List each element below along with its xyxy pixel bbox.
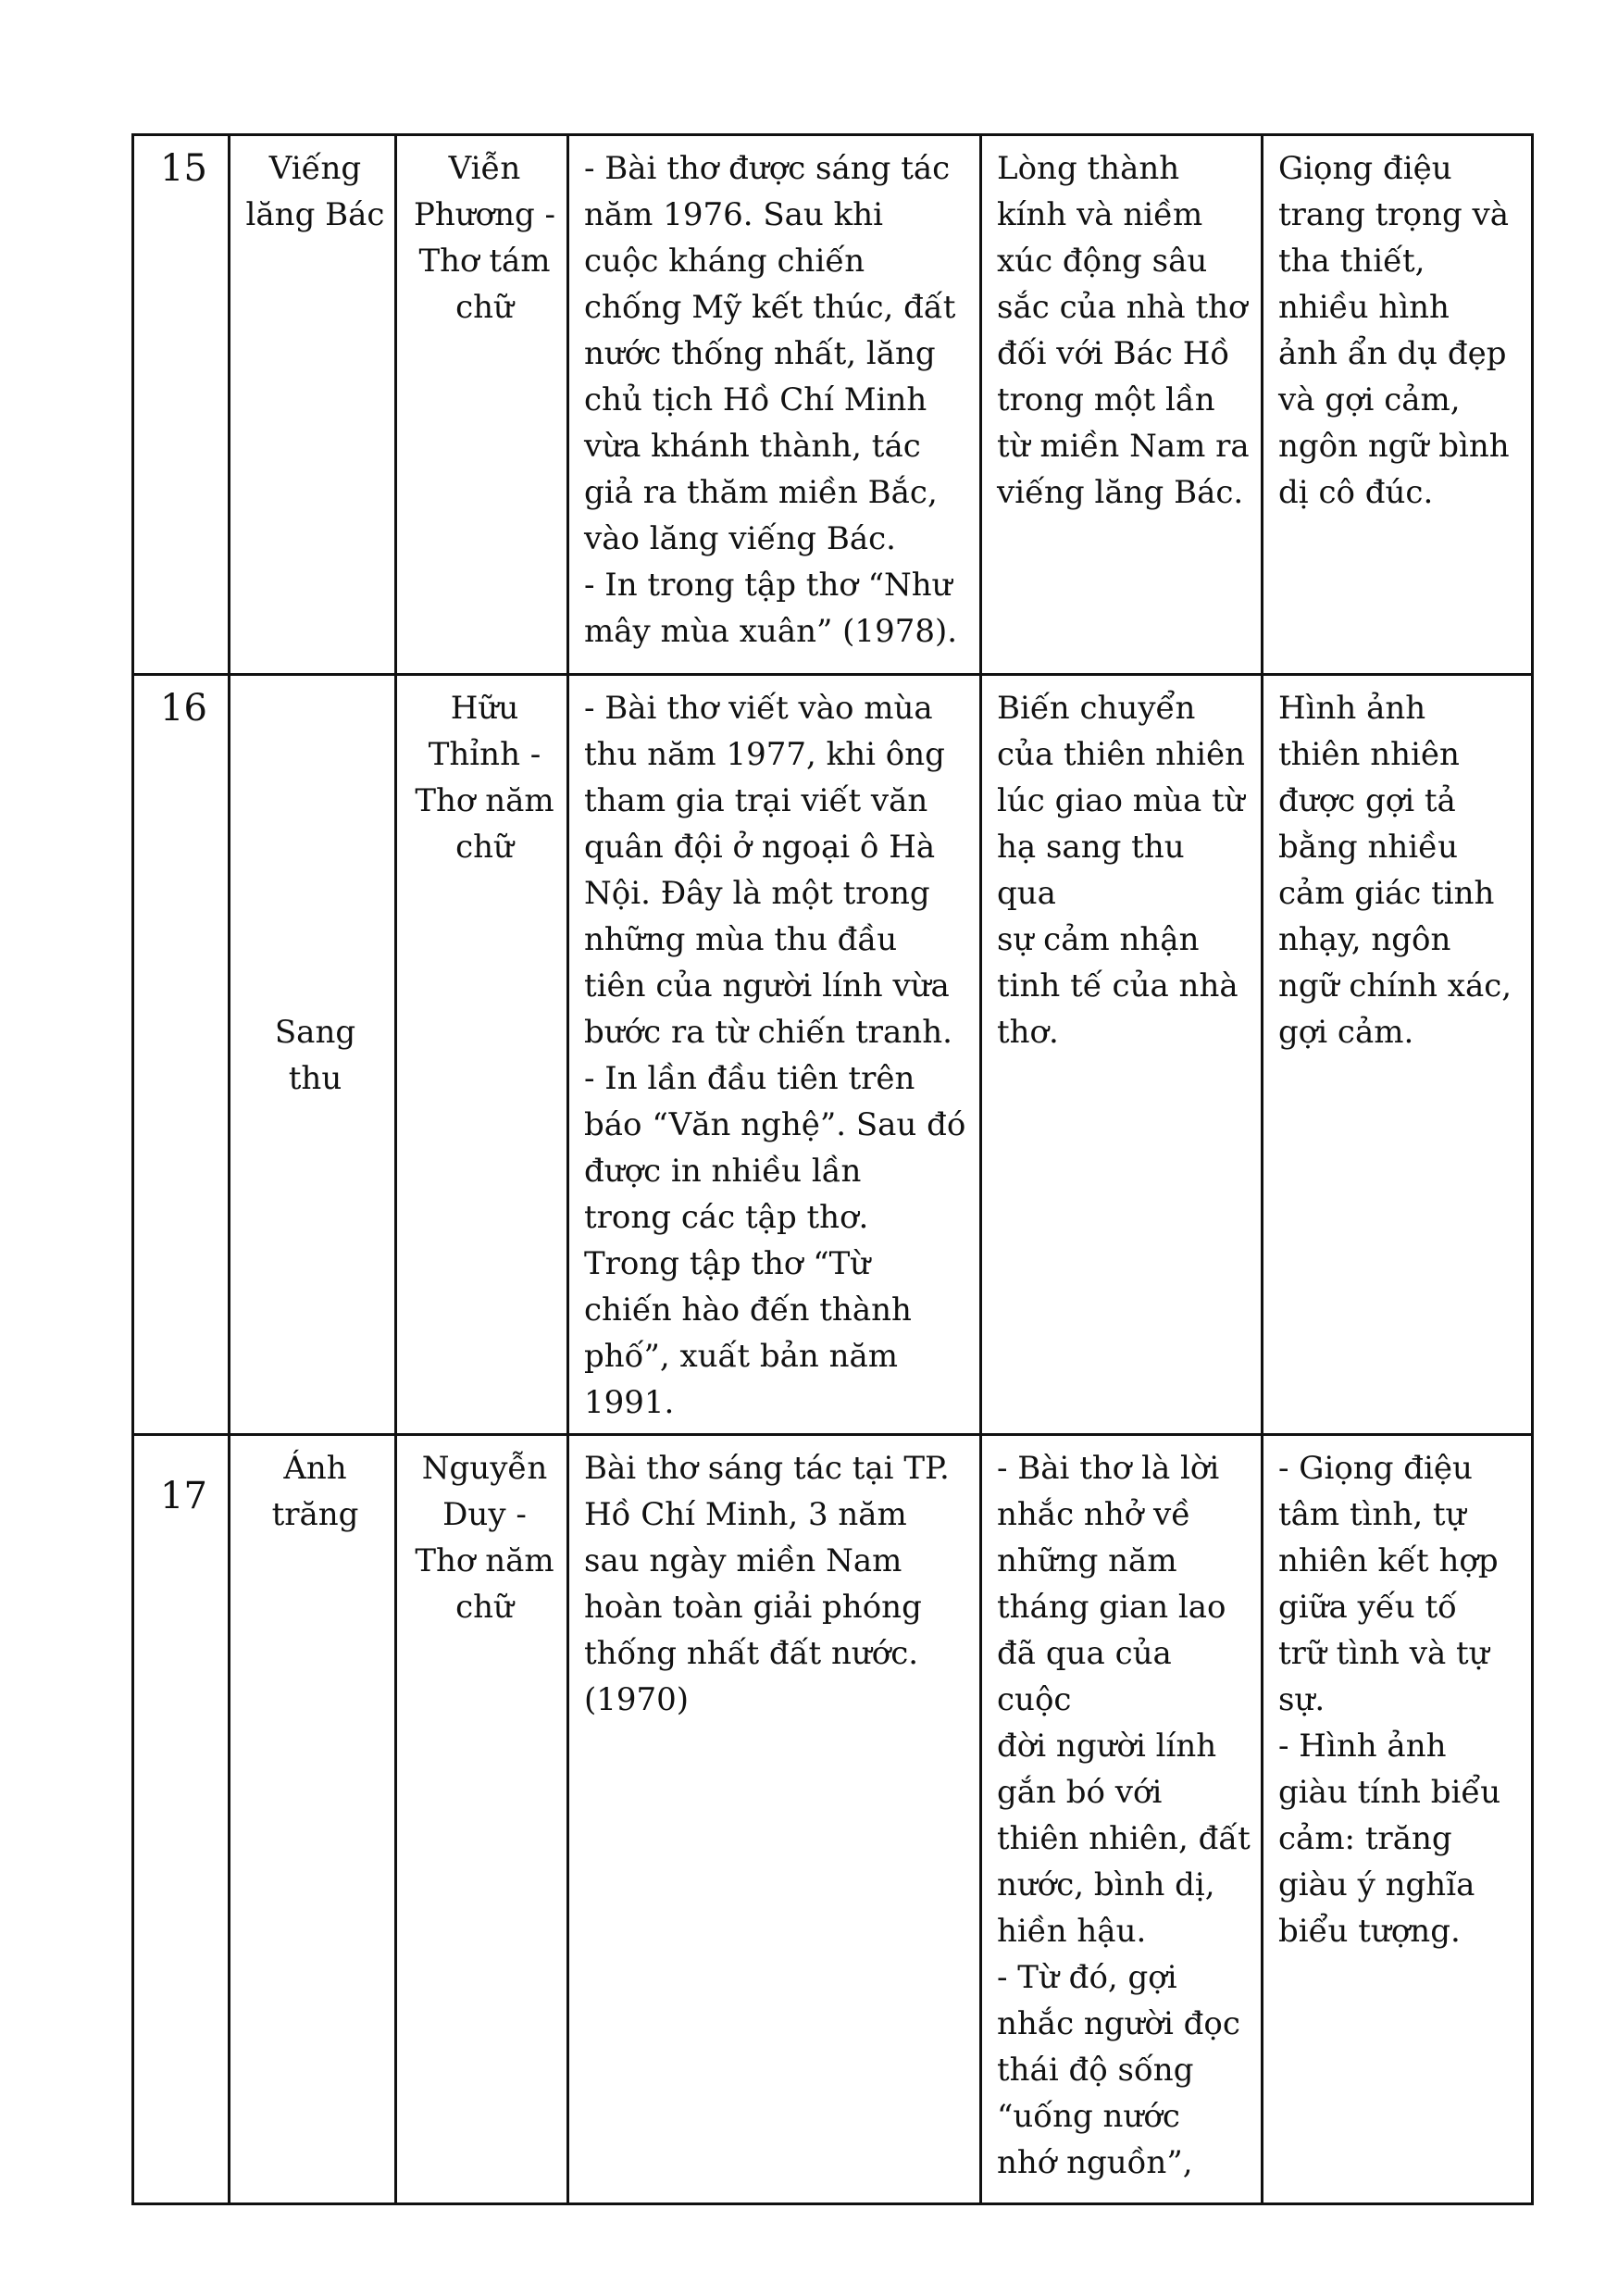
work-title bbox=[230, 675, 396, 1435]
cell-text-line: sự cảm nhận bbox=[997, 921, 1200, 958]
composition-context bbox=[568, 1435, 981, 2204]
cell-text-line: nhắc nhở về bbox=[997, 1496, 1191, 1533]
cell-text-line: - Từ đó, gợi bbox=[997, 1959, 1177, 1996]
cell-text-line: cuộc kháng chiến bbox=[584, 243, 865, 280]
cell-text-line: Viếng bbox=[268, 150, 362, 187]
cell-text-line: Hữu bbox=[450, 690, 519, 727]
cell-text-line: thiên nhiên, đất bbox=[997, 1820, 1251, 1857]
cell-text-line: viếng lăng Bác. bbox=[997, 474, 1244, 511]
cell-text-line: Thơ tám bbox=[418, 243, 551, 280]
cell-text-line: giả ra thăm miền Bắc, bbox=[584, 474, 938, 511]
cell-text-line: những mùa thu đầu bbox=[584, 921, 898, 958]
cell-text-line: nước thống nhất, lăng bbox=[584, 335, 936, 372]
cell-text-line: chủ tịch Hồ Chí Minh bbox=[584, 381, 927, 418]
cell-text-line: tha thiết, bbox=[1278, 243, 1425, 280]
cell-text-line: của thiên nhiên bbox=[997, 736, 1245, 773]
cell-text-line: Duy - bbox=[442, 1496, 527, 1533]
cell-text-line: tinh tế của nhà bbox=[997, 967, 1238, 1004]
cell-text-line: báo “Văn nghệ”. Sau đó bbox=[584, 1106, 966, 1143]
cell-text-line: tiên của người lính vừa bbox=[584, 967, 950, 1004]
cell-text-line: mây mùa xuân” (1978). bbox=[584, 613, 958, 650]
cell-text-line: nhiều hình bbox=[1278, 289, 1450, 326]
cell-text-line: nước, bình dị, bbox=[997, 1866, 1215, 1903]
cell-text-line: giàu ý nghĩa bbox=[1278, 1866, 1475, 1903]
artistic-value bbox=[1263, 675, 1533, 1435]
cell-text-line: tâm tình, tự bbox=[1278, 1496, 1466, 1533]
cell-text-line: - Giọng điệu bbox=[1278, 1450, 1473, 1487]
cell-text-line: chữ bbox=[455, 289, 514, 326]
cell-text-line: chiến hào đến thành bbox=[584, 1292, 912, 1329]
cell-text-line: - In trong tập thơ “Như bbox=[584, 567, 952, 604]
cell-text-line: kính và niềm bbox=[997, 196, 1203, 233]
cell-text-line: Nguyễn bbox=[421, 1450, 548, 1487]
work-title bbox=[230, 135, 396, 675]
literature-table bbox=[131, 133, 1534, 2205]
cell-text-line: - Bài thơ được sáng tác bbox=[584, 150, 951, 187]
cell-text-line: Thơ năm bbox=[415, 782, 554, 819]
cell-text-line: tham gia trại viết văn bbox=[584, 782, 928, 819]
cell-text-line: thái độ sống bbox=[997, 2052, 1194, 2089]
cell-text-line: lăng Bác bbox=[245, 196, 385, 233]
cell-text-line: Trong tập thơ “Từ bbox=[584, 1245, 871, 1282]
row-number: 15 bbox=[133, 135, 230, 675]
cell-text-line: thống nhất đất nước. bbox=[584, 1635, 919, 1672]
author-genre bbox=[396, 135, 568, 675]
cell-text-line: phố”, xuất bản năm bbox=[584, 1338, 898, 1375]
cell-text-line: hoàn toàn giải phóng bbox=[584, 1589, 922, 1626]
cell-text-line: Viễn bbox=[448, 150, 521, 187]
cell-text-line: vừa khánh thành, tác bbox=[584, 428, 921, 465]
cell-text-line: giàu tính biểu bbox=[1278, 1774, 1501, 1811]
cell-text-line: thu năm 1977, khi ông bbox=[584, 736, 945, 773]
cell-text-line: thiên nhiên bbox=[1278, 736, 1460, 773]
cell-text-line: và gợi cảm, bbox=[1278, 381, 1461, 418]
cell-text-line: - Bài thơ viết vào mùa bbox=[584, 690, 933, 727]
cell-text-line: trong các tập thơ. bbox=[584, 1199, 869, 1236]
table-row bbox=[133, 675, 1533, 1435]
cell-text-line: trăng bbox=[271, 1496, 359, 1533]
cell-text-line: Giọng điệu bbox=[1278, 150, 1452, 187]
cell-text-line: Ánh bbox=[283, 1450, 347, 1487]
cell-text-line: lúc giao mùa từ bbox=[997, 782, 1245, 819]
cell-text-line: sự. bbox=[1278, 1681, 1326, 1718]
cell-text-line: tháng gian lao bbox=[997, 1589, 1226, 1626]
author-genre bbox=[396, 675, 568, 1435]
cell-text-line: bước ra từ chiến tranh. bbox=[584, 1014, 952, 1051]
content-value bbox=[981, 675, 1263, 1435]
cell-text-line: thơ. bbox=[997, 1014, 1059, 1051]
work-title bbox=[230, 1435, 396, 2204]
cell-text-line: Biến chuyển bbox=[997, 690, 1196, 727]
composition-context bbox=[568, 135, 981, 675]
cell-text-line: Thơ năm bbox=[415, 1542, 554, 1579]
cell-text-line: xúc động sâu bbox=[997, 243, 1208, 280]
cell-text-line: Lòng thành bbox=[997, 150, 1180, 187]
cell-text-line: quân đội ở ngoại ô Hà bbox=[584, 829, 936, 866]
cell-text-line: Bài thơ sáng tác tại TP. bbox=[584, 1450, 950, 1487]
cell-text-line: Hình ảnh bbox=[1278, 690, 1426, 727]
cell-text-line: những năm bbox=[997, 1542, 1177, 1579]
cell-text-line: chống Mỹ kết thúc, đất bbox=[584, 289, 956, 326]
cell-text-line: ngữ chính xác, bbox=[1278, 967, 1512, 1004]
cell-text-line: được in nhiều lần bbox=[584, 1153, 862, 1190]
cell-text-line: trong một lần bbox=[997, 381, 1215, 418]
cell-text-line: đã qua của cuộc bbox=[997, 1635, 1172, 1718]
cell-text-line: dị cô đúc. bbox=[1278, 474, 1434, 511]
content-value bbox=[981, 1435, 1263, 2204]
cell-text-line: bằng nhiều bbox=[1278, 829, 1458, 866]
cell-text-line: - In lần đầu tiên trên bbox=[584, 1060, 915, 1097]
cell-text-line: hạ sang thu qua bbox=[997, 829, 1185, 912]
cell-text-line: trang trọng và bbox=[1278, 196, 1509, 233]
cell-text-line: gợi cảm. bbox=[1278, 1014, 1414, 1051]
cell-text-line: nhạy, ngôn bbox=[1278, 921, 1451, 958]
cell-text-line: vào lăng viếng Bác. bbox=[584, 520, 896, 557]
cell-text-line: chữ bbox=[455, 829, 514, 866]
cell-text-line: Sang thu bbox=[274, 1014, 356, 1097]
cell-text-line: nhớ nguồn”, bbox=[997, 2144, 1193, 2181]
cell-text-line: giữa yếu tố bbox=[1278, 1589, 1457, 1626]
cell-text-line: gắn bó với bbox=[997, 1774, 1163, 1811]
cell-text-line: đối với Bác Hồ bbox=[997, 335, 1230, 372]
cell-text-line: Phương - bbox=[413, 196, 556, 233]
cell-text-line: ảnh ẩn dụ đẹp bbox=[1278, 335, 1507, 372]
cell-text-line: Hồ Chí Minh, 3 năm bbox=[584, 1496, 907, 1533]
artistic-value bbox=[1263, 1435, 1533, 2204]
cell-text-line: Nội. Đây là một trong bbox=[584, 875, 930, 912]
cell-text-line: sau ngày miền Nam bbox=[584, 1542, 902, 1579]
cell-text-line: “uống nước bbox=[997, 2098, 1180, 2135]
cell-text-line: từ miền Nam ra bbox=[997, 428, 1250, 465]
cell-text-line: (1970) bbox=[584, 1681, 690, 1718]
cell-text-line: biểu tượng. bbox=[1278, 1913, 1461, 1950]
artistic-value bbox=[1263, 135, 1533, 675]
cell-text-line: cảm giác tinh bbox=[1278, 875, 1495, 912]
row-number: 17 bbox=[133, 1435, 230, 2204]
author-genre bbox=[396, 1435, 568, 2204]
cell-text-line: - Bài thơ là lời bbox=[997, 1450, 1220, 1487]
composition-context bbox=[568, 675, 981, 1435]
cell-text-line: ngôn ngữ bình bbox=[1278, 428, 1510, 465]
table-row bbox=[133, 135, 1533, 675]
cell-text-line: sắc của nhà thơ bbox=[997, 289, 1248, 326]
cell-text-line: chữ bbox=[455, 1589, 514, 1626]
cell-text-line: cảm: trăng bbox=[1278, 1820, 1452, 1857]
cell-text-line: Thỉnh - bbox=[428, 736, 541, 773]
cell-text-line: đời người lính bbox=[997, 1728, 1217, 1765]
row-number: 16 bbox=[133, 675, 230, 1435]
cell-text-line: nhiên kết hợp bbox=[1278, 1542, 1499, 1579]
content-value bbox=[981, 135, 1263, 675]
cell-text-line: năm 1976. Sau khi bbox=[584, 196, 883, 233]
cell-text-line: nhắc người đọc bbox=[997, 2005, 1240, 2042]
cell-text-line: được gợi tả bbox=[1278, 782, 1456, 819]
cell-text-line: hiền hậu. bbox=[997, 1913, 1147, 1950]
cell-text-line: - Hình ảnh bbox=[1278, 1728, 1447, 1765]
cell-text-line: trữ tình và tự bbox=[1278, 1635, 1489, 1672]
table-row bbox=[133, 1435, 1533, 2204]
cell-text-line: 1991. bbox=[584, 1384, 675, 1421]
